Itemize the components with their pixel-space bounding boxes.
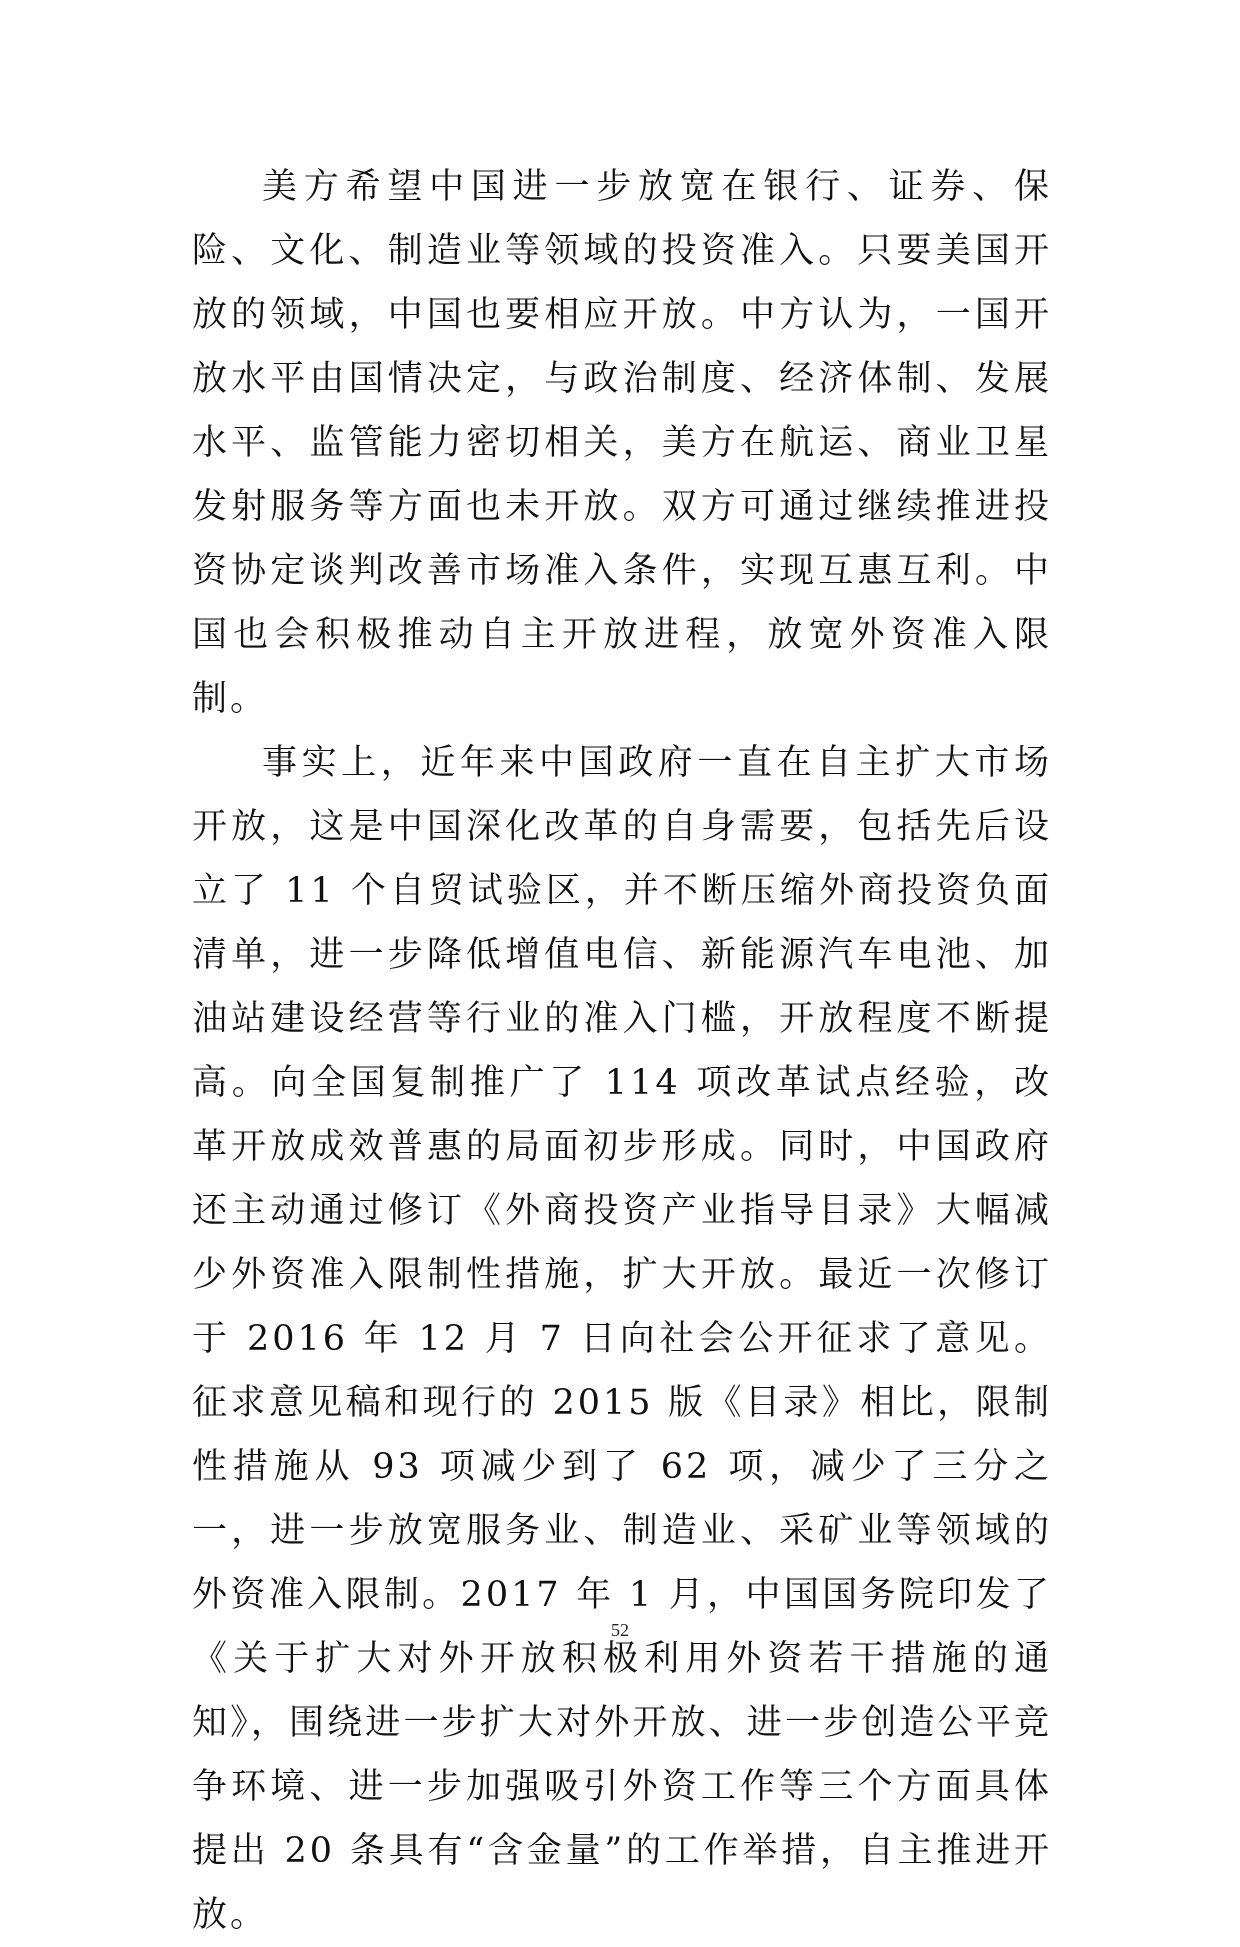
paragraph-1: 美方希望中国进一步放宽在银行、证券、保险、文化、制造业等领域的投资准入。只要美国开放的领域，中国也要相应开放。中方认为，一国开放水平由国情决定，与政治制度、经济体制、发展水平、监管能力密切相关，美方在航运、商业卫星发射服务等方面也未开放。双方可通过继续推进投资协定谈判改善市场准入条件，实现互惠互利。中国也会积极推动自主开放进程，放宽外资准入限制。 (192, 167, 1052, 719)
body-text (192, 155, 1052, 1947)
paragraph-2: 事实上，近年来中国政府一直在自主扩大市场开放，这是中国深化改革的自身需要，包括先后设立了 11 个自贸试验区，并不断压缩外商投资负面清单，进一步降低增值电信、新能源汽车电池、加油站建设经营等行业的准入门槛，开放程度不断提高。向全国复制推广了 114 项改革试点经验，改革开放成效普惠的局面初步形成。同时，中国政府还主动通过修订《外商投资产业指导目录》大幅减少外资准入限制性措施，扩大开放。最近一次修订于 2016 年 12 月 7 日向社会公开征求了意见。征求意见稿和现行的 2015 版《目录》相比，限制性措施从 93 项减少到了 62 项，减少了三分之一，进一步放宽服务业、制造业、采矿业等领域的外资准入限制。2017 年 1 月，中国国务院印发了《关于扩大对外开放积极利用外资若干措施的通知》，围绕进一步扩大对外开放、进一步创造公平竞争环境、进一步加强吸引外资工作等三个方面具体提出 20 条具有“含金量”的工作举措，自主推进开放。 (192, 743, 1052, 1935)
page-number: 52 (611, 1620, 629, 1640)
